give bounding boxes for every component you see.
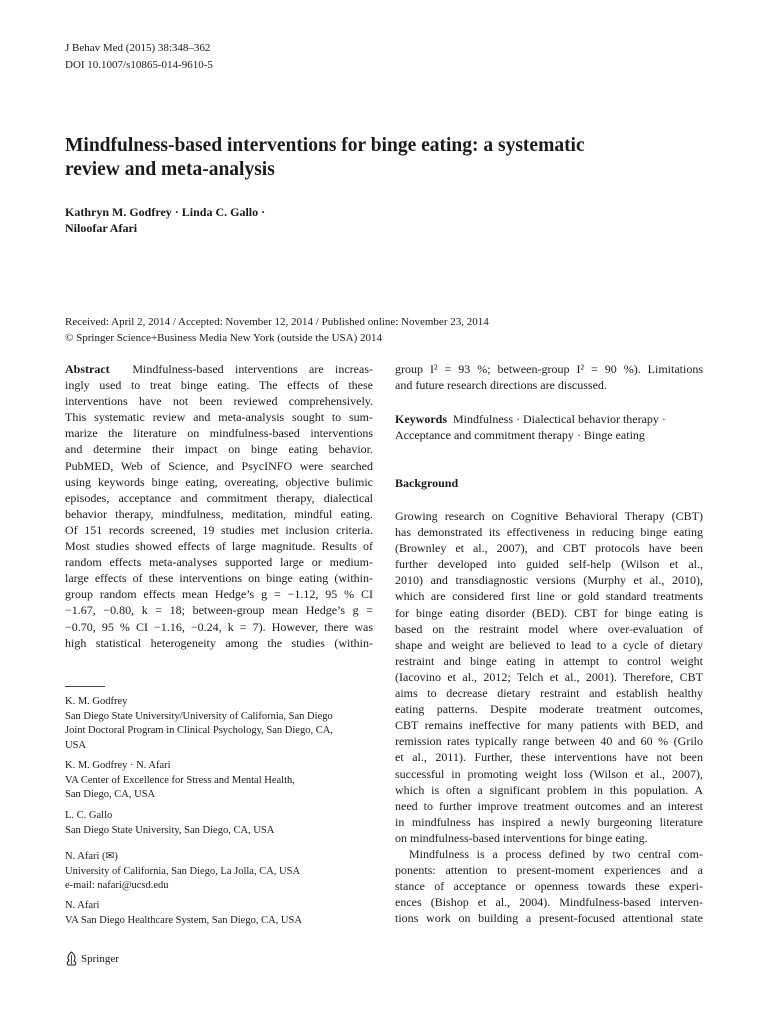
abstract-line: and future research directions are discussed. — [395, 378, 607, 393]
dates-line: Received: April 2, 2014 / Accepted: November 12, 2014 / Published online: November 23, 2014 — [65, 316, 489, 328]
title-line: Mindfulness-based interventions for binge eating: a systematic — [65, 135, 585, 156]
body-line: in mindfulness has inspired a newly burgeoning literature — [395, 814, 703, 829]
keywords-line: Acceptance and commitment therapy · Binge eating — [395, 428, 645, 443]
background-paragraph — [395, 508, 703, 926]
title-line: review and meta-analysis — [65, 159, 275, 180]
body-line: further developed into guided self-help (Wilson et al., — [395, 557, 703, 572]
footnote-divider — [65, 686, 105, 687]
body-line: (Iacovino et al., 2012; Telch et al., 2001). Therefore, CBT — [395, 669, 703, 684]
affiliation-line: VA San Diego Healthcare System, San Diego, CA, USA — [65, 914, 302, 926]
affiliation-line: N. Afari (✉) — [65, 851, 118, 862]
body-line: restraint and binge eating in attempt to control weight — [395, 653, 703, 668]
abstract-line: Most studies showed effects of large magnitude. Results of — [65, 539, 373, 554]
affiliation-line: VA Center of Excellence for Stress and Mental Health, — [65, 774, 295, 786]
abstract-line: group I² = 93 %; between-group I² = 90 %). Limitations — [395, 362, 703, 376]
journal-header — [65, 40, 213, 74]
abstract-line: This systematic review and meta-analysis sought to sum- — [65, 410, 373, 425]
body-line: Mindfulness is a process defined by two central com- — [409, 846, 703, 861]
body-line: successful in promoting weight loss (Wilson et al., 2007), — [395, 766, 703, 781]
body-line: shape and weight are believed to lead to a cycle of dietary — [395, 637, 703, 652]
affiliation-line: Joint Doctoral Program in Clinical Psychology, San Diego, CA, — [65, 725, 333, 736]
affiliation-line: N. Afari — [65, 900, 100, 911]
abstract — [65, 361, 373, 651]
body-line: 2010) and transdiagnostic versions (Murphy et al., 2010), — [395, 573, 703, 588]
doi: DOI 10.1007/s10865-014-9610-5 — [65, 59, 213, 71]
abstract-line: ingly used to treat binge eating. The effects of these — [65, 378, 373, 393]
abstract-line: −0.70, 95 % CI −1.16, −0.24, k = 7). However, there was — [65, 619, 373, 634]
body-line: et al., 2011). Further, these interventions have not been — [395, 750, 703, 765]
springer-logo-icon — [65, 951, 78, 966]
body-line: has demonstrated its effectiveness in reducing binge eating — [395, 525, 703, 540]
body-line: (Brownley et al., 2007), and CBT protocols have been — [395, 541, 703, 556]
abstract-line: −1.67, −0.80, k = 18; between-group mean Hedge’s g = — [65, 603, 373, 618]
body-line: CBT remains ineffective for many patients with BED, and — [395, 718, 703, 733]
affiliation-block — [65, 850, 385, 894]
body-line: which are considered first line or gold standard treatments — [395, 589, 703, 604]
body-line: Growing research on Cognitive Behavioral Therapy (CBT) — [395, 509, 703, 523]
section-heading: Background — [395, 476, 459, 490]
author-list — [65, 204, 465, 236]
body-line: for binge eating disorder (BED). CBT for binge eating is — [395, 605, 703, 620]
affiliation-line: K. M. Godfrey — [65, 696, 128, 707]
body-line: aims to decrease dietary restraint and establish healthy — [395, 686, 703, 701]
body-line: ences (Bishop et al., 2004). Mindfulness-based interven- — [395, 895, 703, 910]
copyright-line: © Springer Science+Business Media New York (outside the USA) 2014 — [65, 332, 383, 344]
affiliation-block — [65, 695, 385, 753]
abstract-continued — [395, 361, 703, 393]
affiliation-line: San Diego State University/University of California, San Diego — [65, 710, 333, 722]
authors-line: Niloofar Afari — [65, 221, 138, 235]
body-line: on mindfulness-based interventions for binge eating. — [395, 830, 648, 845]
body-line: remission rates typically range between 40 and 60 % (Grilo — [395, 734, 703, 749]
abstract-line: high statistical heterogeneity among the studies (within- — [65, 635, 373, 650]
body-line: eating patterns. Despite moderate treatment outcomes, — [395, 702, 703, 717]
affiliation-block — [65, 759, 385, 803]
keywords-line: Keywords Mindfulness · Dialectical behavior therapy · — [395, 412, 666, 426]
abstract-line: interventions have not been reviewed comprehensively. — [65, 394, 373, 409]
affiliation-line: USA — [65, 739, 87, 751]
body-line: stance of acceptance or openness towards these experi- — [395, 879, 703, 894]
body-line: need to further improve treatment outcomes and an interest — [395, 798, 703, 813]
abstract-line: Abstract Mindfulness-based interventions are increas- — [65, 362, 373, 376]
body-line: ponents: attention to present-moment experiences and a — [395, 863, 703, 878]
affiliation-email[interactable]: e-mail: nafari@ucsd.edu — [65, 880, 169, 891]
affiliation-line: K. M. Godfrey · N. Afari — [65, 760, 171, 771]
publisher-footer — [65, 951, 119, 966]
abstract-line: Of 151 records screened, 19 studies met inclusion criteria. — [65, 522, 373, 537]
journal-citation: J Behav Med (2015) 38:348–362 — [65, 42, 211, 54]
abstract-line: PubMED, Web of Science, and PsycINFO were searched — [65, 458, 373, 473]
keywords — [395, 411, 703, 443]
abstract-line: episodes, acceptance and commitment therapy, dialectical — [65, 490, 373, 505]
publication-dates — [65, 314, 725, 346]
body-line: which is often a significant problem in this population. A — [395, 782, 703, 797]
keywords-label: Keywords — [395, 412, 447, 426]
publisher-name: Springer — [81, 952, 119, 965]
article-title — [65, 134, 685, 182]
abstract-line: and determine their impact on binge eating behavior. — [65, 442, 373, 457]
abstract-line: large effects of these interventions on binge eating (within- — [65, 571, 373, 586]
body-line: tions work on building a present-focused attentional state — [395, 911, 703, 926]
affiliation-line: L. C. Gallo — [65, 810, 113, 821]
abstract-line: marize the literature on mindfulness-based interventions — [65, 426, 373, 441]
affiliation-line: University of California, San Diego, La Jolla, CA, USA — [65, 865, 301, 877]
affiliation-line: San Diego State University, San Diego, CA, USA — [65, 824, 275, 836]
body-line: based on the restraint model where over-evaluation of — [395, 621, 703, 636]
abstract-line: behavior therapy, mindfulness, meditation, mindful eating. — [65, 506, 373, 521]
affiliation-block — [65, 899, 385, 928]
affiliation-line: San Diego, CA, USA — [65, 789, 156, 800]
abstract-line: using keywords binge eating, overeating, objective bulimic — [65, 474, 373, 489]
authors-line: Kathryn M. Godfrey · Linda C. Gallo · — [65, 205, 266, 219]
affiliation-block — [65, 809, 385, 838]
abstract-label: Abstract — [65, 362, 110, 376]
abstract-line: random effects meta-analyses supported large or medium- — [65, 555, 373, 570]
abstract-line: group random effects mean Hedge’s g = −1.12, 95 % CI — [65, 587, 373, 602]
